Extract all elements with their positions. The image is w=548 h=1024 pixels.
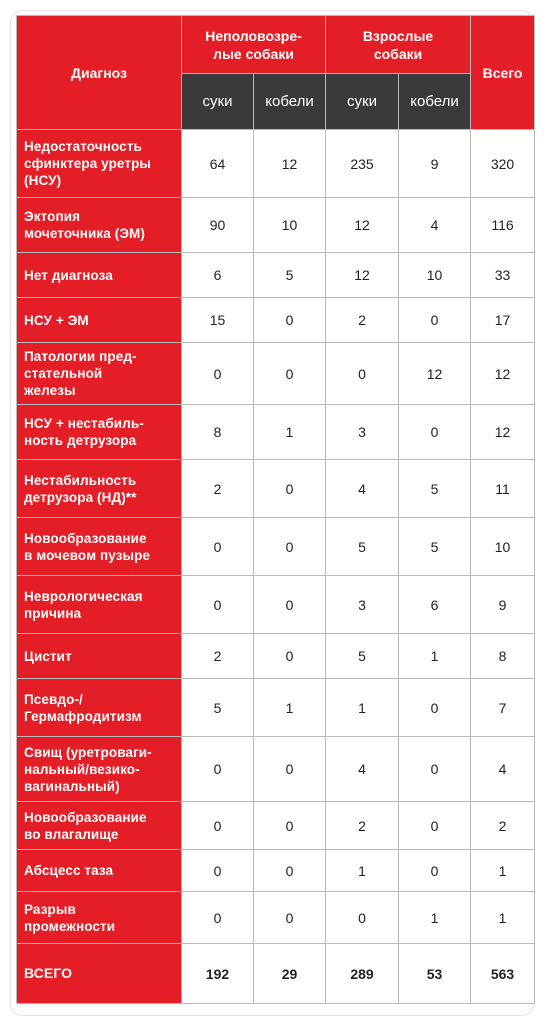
header-immature-males: кобели: [254, 74, 326, 130]
table-cell: 6: [399, 576, 471, 634]
header-diagnosis: Диагноз: [17, 16, 182, 130]
table-row: [17, 892, 535, 944]
table-cell: 1: [471, 892, 535, 944]
table-cell: 0: [182, 518, 254, 576]
table-cell: 0: [399, 405, 471, 460]
table-cell: 7: [471, 679, 535, 737]
table-cell: 0: [326, 343, 399, 405]
table-row: [17, 518, 535, 576]
table-cell: 0: [254, 892, 326, 944]
table-row: [17, 198, 535, 253]
header-group-adult: [326, 16, 471, 74]
table-cell: 1: [326, 850, 399, 892]
header-group-immature: [182, 16, 326, 74]
table-row: [17, 405, 535, 460]
table-cell: 192: [182, 944, 254, 1004]
header-adult-males: кобели: [399, 74, 471, 130]
table-cell: 5: [182, 679, 254, 737]
table-row: [17, 634, 535, 679]
table-cell: 1: [254, 405, 326, 460]
table-cell: 0: [399, 737, 471, 802]
table-cell: 5: [254, 253, 326, 298]
table-cell: 0: [254, 518, 326, 576]
diagnosis-table: [16, 15, 535, 1004]
table-total-row: [17, 944, 535, 1004]
header-total: Всего: [471, 16, 535, 130]
table-cell: 4: [399, 198, 471, 253]
table-row: [17, 850, 535, 892]
table-cell: 12: [399, 343, 471, 405]
table-cell: 4: [471, 737, 535, 802]
table-cell: 1: [254, 679, 326, 737]
table-cell: 8: [182, 405, 254, 460]
row-diagnosis-label: Нестабильность детрузора (НД)**: [17, 460, 182, 518]
row-diagnosis-label: Абсцесс таза: [17, 850, 182, 892]
table-cell: 0: [182, 802, 254, 850]
row-diagnosis-label: Псевдо-/ Гермафродитизм: [17, 679, 182, 737]
table-cell: 90: [182, 198, 254, 253]
table-row: [17, 802, 535, 850]
table-row: [17, 253, 535, 298]
table-cell: 8: [471, 634, 535, 679]
row-diagnosis-label: Новообразование в мочевом пузыре: [17, 518, 182, 576]
table-cell: 0: [326, 892, 399, 944]
table-card: [10, 10, 534, 1016]
table-cell: 33: [471, 253, 535, 298]
row-diagnosis-label: Эктопия мочеточника (ЭМ): [17, 198, 182, 253]
row-diagnosis-label: Нет диагноза: [17, 253, 182, 298]
table-cell: 64: [182, 130, 254, 198]
table-cell: 0: [399, 298, 471, 343]
table-cell: 235: [326, 130, 399, 198]
table-cell: 12: [471, 343, 535, 405]
table-row: [17, 130, 535, 198]
header-adult-females: суки: [326, 74, 399, 130]
header-group-immature-label: Неполовозре- лые собаки: [205, 27, 302, 62]
table-cell: 563: [471, 944, 535, 1004]
table-cell: 5: [326, 634, 399, 679]
table-cell: 10: [471, 518, 535, 576]
table-cell: 0: [254, 634, 326, 679]
table-cell: 1: [399, 634, 471, 679]
table-cell: 53: [399, 944, 471, 1004]
table-cell: 12: [471, 405, 535, 460]
row-diagnosis-label: Патологии пред- стательной железы: [17, 343, 182, 405]
table-cell: 0: [182, 892, 254, 944]
table-cell: 12: [326, 253, 399, 298]
table-cell: 2: [326, 802, 399, 850]
table-row: [17, 576, 535, 634]
table-cell: 0: [254, 802, 326, 850]
table-cell: 3: [326, 576, 399, 634]
table-cell: 2: [326, 298, 399, 343]
table-cell: 10: [399, 253, 471, 298]
table-cell: 289: [326, 944, 399, 1004]
table-cell: 0: [182, 737, 254, 802]
table-cell: 17: [471, 298, 535, 343]
table-cell: 5: [399, 460, 471, 518]
header-group-adult-label: Взрослые собаки: [362, 27, 434, 62]
table-cell: 12: [254, 130, 326, 198]
table-cell: 2: [471, 802, 535, 850]
table-cell: 0: [254, 737, 326, 802]
table-row: [17, 298, 535, 343]
table-row: [17, 343, 535, 405]
table-cell: 9: [399, 130, 471, 198]
table-row: [17, 460, 535, 518]
table-cell: 15: [182, 298, 254, 343]
table-cell: 0: [254, 298, 326, 343]
table-cell: 0: [254, 576, 326, 634]
row-diagnosis-label: ВСЕГО: [17, 944, 182, 1004]
table-cell: 0: [182, 343, 254, 405]
table-cell: 0: [399, 679, 471, 737]
row-diagnosis-label: Неврологическая причина: [17, 576, 182, 634]
row-diagnosis-label: НСУ + нестабиль- ность детрузора: [17, 405, 182, 460]
table-cell: 1: [326, 679, 399, 737]
table-cell: 5: [399, 518, 471, 576]
row-diagnosis-label: Недостаточность сфинктера уретры (НСУ): [17, 130, 182, 198]
table-cell: 116: [471, 198, 535, 253]
row-diagnosis-label: Новообразование во влагалище: [17, 802, 182, 850]
table-row: [17, 737, 535, 802]
table-cell: 6: [182, 253, 254, 298]
row-diagnosis-label: НСУ + ЭМ: [17, 298, 182, 343]
header-immature-females: суки: [182, 74, 254, 130]
table-cell: 0: [182, 850, 254, 892]
table-cell: 4: [326, 737, 399, 802]
table-cell: 0: [399, 802, 471, 850]
table-cell: 320: [471, 130, 535, 198]
row-diagnosis-label: Цистит: [17, 634, 182, 679]
table-cell: 11: [471, 460, 535, 518]
table-cell: 3: [326, 405, 399, 460]
table-cell: 2: [182, 634, 254, 679]
table-row: [17, 679, 535, 737]
table-cell: 1: [399, 892, 471, 944]
table-cell: 29: [254, 944, 326, 1004]
table-cell: 5: [326, 518, 399, 576]
table-cell: 4: [326, 460, 399, 518]
table-cell: 10: [254, 198, 326, 253]
table-cell: 0: [182, 576, 254, 634]
row-diagnosis-label: Разрыв промежности: [17, 892, 182, 944]
table-cell: 0: [254, 343, 326, 405]
row-diagnosis-label: Свищ (уретроваги- нальный/везико- вагинальный): [17, 737, 182, 802]
table-cell: 2: [182, 460, 254, 518]
table-cell: 9: [471, 576, 535, 634]
table-cell: 12: [326, 198, 399, 253]
table-cell: 0: [399, 850, 471, 892]
table-cell: 0: [254, 850, 326, 892]
table-body: [17, 130, 535, 1004]
table-cell: 1: [471, 850, 535, 892]
table-cell: 0: [254, 460, 326, 518]
